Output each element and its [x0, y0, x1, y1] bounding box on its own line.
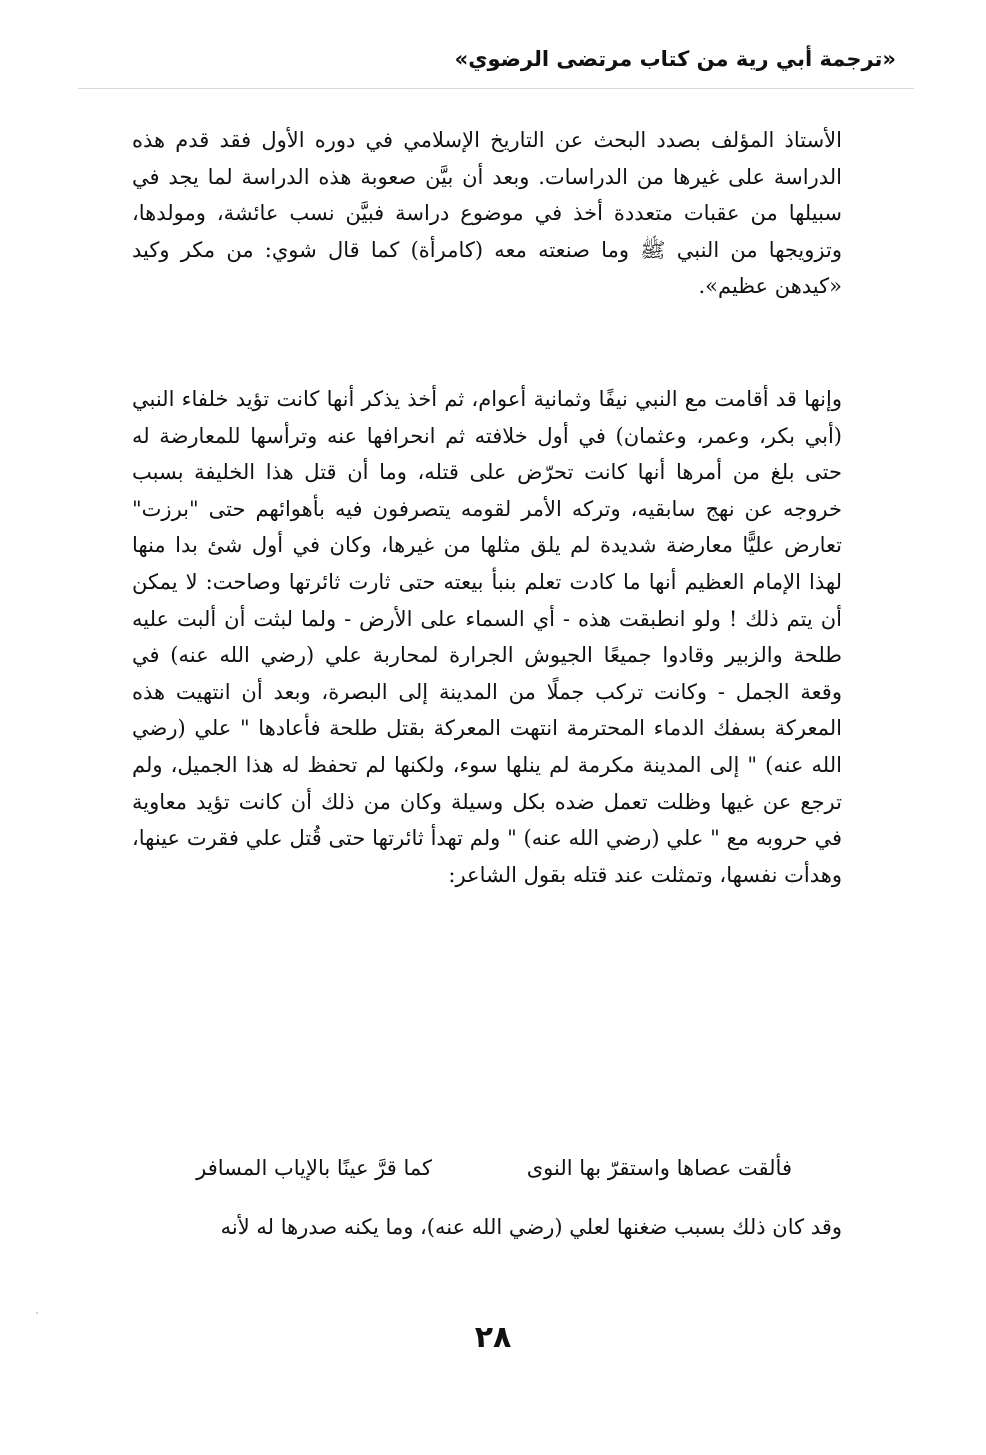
- body-paragraph-3: وقد كان ذلك بسبب ضغنها لعلي (رضي الله عنه)، وما يكنه صدرها له لأنه: [220, 1215, 842, 1239]
- body-paragraph-2: وإنها قد أقامت مع النبي نيفًا وثمانية أعوام، ثم أخذ يذكر أنها كانت تؤيد خلفاء النبي (أبي بكر، وعمر، وعثمان) في أول خلافته ثم انحرافها عنه وترأسها للمعارضة له حتى بلغ من أمرها أنها كانت تحرّض على قتله، وما أن قتل هذا الخليفة بسبب خروجه عن نهج سابقيه، وتركه الأمر لقومه يتصرفون فيه بأهوائهم حتى "برزت" تعارض عليًّا معارضة شديدة لم يلق مثلها من غيرها، وكان في أول شئ بدا منها لهذا الإمام العظيم أنها ما كادت تعلم بنبأ بيعته حتى ثارت ثائرتها وصاحت: لا يمكن أن يتم ذلك ! ولو انطبقت هذه - أي السماء على الأرض - ولما لبثت أن ألبت عليه طلحة والزبير وقادوا جميعًا الجيوش الجرارة لمحاربة علي (رضي الله عنه) في وقعة الجمل - وكانت تركب جملًا من المدينة إلى البصرة، وبعد أن انتهيت هذه المعركة بسفك الدماء المحترمة انتهت المعركة بقتل طلحة فأعادها " علي (رضي الله عنه) " إلى المدينة مكرمة لم ينلها سوء، ولكنها لم تحفظ له هذا الجميل، ولم ترجع عن غيها وظلت تعمل ضده بكل وسيلة وكان من ذلك أن كانت تؤيد معاوية في حروبه مع " علي (رضي الله عنه) " ولم تهدأ ثائرتها حتى قُتل علي فقرت عينها، وهدأت نفسها، وتمثلت عند قتله بقول الشاعر:: [132, 387, 842, 887]
- body-paragraph-1: الأستاذ المؤلف بصدد البحث عن التاريخ الإسلامي في دوره الأول فقد قدم هذه الدراسة على غيرها من الدراسات. وبعد أن بيَّن صعوبة هذه الدراسة لما يجد في سبيلها من عقبات متعددة أخذ في موضوع دراسة فبيَّن نسب عائشة، ومولدها، وتزويجها من النبي ﷺ وما صنعته معه (كامرأة) كما قال شوي: من مكر وكيد «كيدهن عظيم».: [132, 128, 842, 299]
- header-divider: [78, 88, 914, 89]
- verse-second-hemistich: كما قرَّ عينًا بالإياب المسافر: [196, 1156, 432, 1180]
- poetry-verse: [132, 1150, 842, 1186]
- page-number: ٢٨: [474, 1320, 512, 1355]
- running-header-title: «ترجمة أبي رية من كتاب مرتضى الرضوي»: [454, 47, 896, 71]
- scan-speck: [36, 1312, 38, 1314]
- verse-first-hemistich: فألقت عصاها واستقرّ بها النوى: [526, 1156, 792, 1180]
